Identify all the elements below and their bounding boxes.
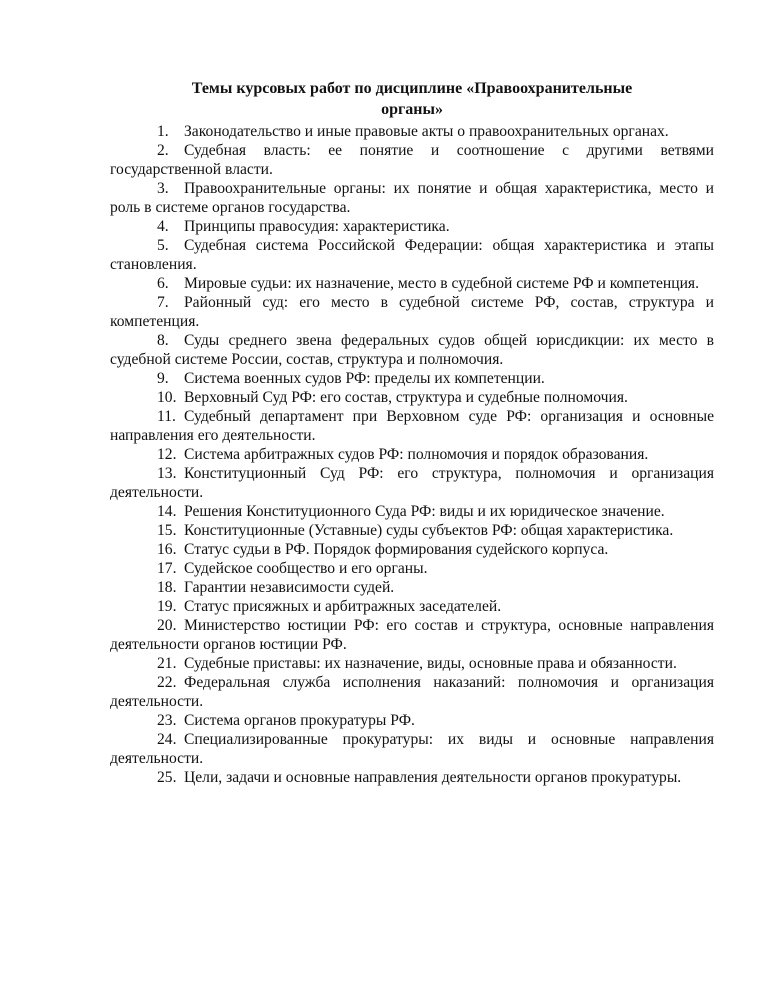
list-item-number: 21. [157, 655, 177, 672]
list-item-text: Верховный Суд РФ: его состав, структура и судебные полномочия. [184, 389, 628, 406]
list-item-number: 5. [157, 237, 169, 254]
list-item-text: Судебная власть: ее понятие и соотношение с другими ветвями государственной власти. [110, 142, 714, 178]
list-item-number: 6. [157, 275, 169, 292]
list-item [110, 559, 714, 578]
list-item-number: 18. [157, 579, 177, 596]
list-item-text: Система военных судов РФ: пределы их компетенции. [184, 370, 545, 387]
list-item [110, 407, 714, 445]
list-item-text: Правоохранительные органы: их понятие и общая характеристика, место и роль в системе органов государства. [110, 180, 714, 216]
list-item-number: 22. [157, 674, 177, 691]
list-item-number: 12. [157, 446, 177, 463]
topics-list [110, 122, 714, 787]
list-item-number: 8. [157, 332, 169, 349]
list-item [110, 388, 714, 407]
list-item-number: 24. [157, 731, 177, 748]
list-item-number: 9. [157, 370, 169, 387]
list-item-number: 25. [157, 769, 177, 786]
list-item-text: Федеральная служба исполнения наказаний: полномочия и организация деятельности. [110, 674, 714, 710]
list-item-number: 17. [157, 560, 177, 577]
list-item-text: Решения Конституционного Суда РФ: виды и их юридическое значение. [184, 503, 665, 520]
list-item-number: 10. [157, 389, 177, 406]
list-item-text: Принципы правосудия: характеристика. [184, 218, 450, 235]
list-item-text: Конституционные (Уставные) суды субъектов РФ: общая характеристика. [184, 522, 674, 539]
list-item-number: 2. [157, 142, 169, 159]
list-item [110, 711, 714, 730]
list-item-text: Конституционный Суд РФ: его структура, полномочия и организация деятельности. [110, 465, 714, 501]
list-item [110, 141, 714, 179]
list-item [110, 597, 714, 616]
list-item-number: 16. [157, 541, 177, 558]
list-item-text: Статус судьи в РФ. Порядок формирования судейского корпуса. [184, 541, 609, 558]
list-item-text: Гарантии независимости судей. [184, 579, 395, 596]
list-item-number: 1. [157, 123, 169, 140]
list-item [110, 122, 714, 141]
list-item-number: 23. [157, 712, 177, 729]
list-item-number: 11. [157, 408, 176, 425]
list-item-text: Система арбитражных судов РФ: полномочия и порядок образования. [184, 446, 649, 463]
list-item [110, 578, 714, 597]
list-item-text: Судебный департамент при Верховном суде РФ: организация и основные направления его деятельности. [110, 408, 714, 444]
list-item-text: Статус присяжных и арбитражных заседателей. [184, 598, 502, 615]
list-item-text: Цели, задачи и основные направления деятельности органов прокуратуры. [184, 769, 682, 786]
list-item [110, 179, 714, 217]
list-item-text: Система органов прокуратуры РФ. [184, 712, 415, 729]
list-item-number: 4. [157, 218, 169, 235]
list-item [110, 331, 714, 369]
list-item-text: Законодательство и иные правовые акты о правоохранительных органах. [184, 123, 669, 140]
list-item-number: 13. [157, 465, 177, 482]
document-title-line-2: органы» [381, 101, 443, 118]
list-item [110, 236, 714, 274]
list-item-number: 3. [157, 180, 169, 197]
list-item [110, 654, 714, 673]
list-item [110, 540, 714, 559]
document-title [110, 78, 714, 120]
list-item-number: 14. [157, 503, 177, 520]
list-item [110, 369, 714, 388]
document-title-line-1: Темы курсовых работ по дисциплине «Правоохранительные [191, 80, 633, 97]
list-item-number: 19. [157, 598, 177, 615]
list-item-text: Районный суд: его место в судебной системе РФ, состав, структура и компетенция. [110, 294, 714, 330]
list-item [110, 217, 714, 236]
list-item [110, 673, 714, 711]
list-item [110, 445, 714, 464]
list-item [110, 616, 714, 654]
list-item [110, 464, 714, 502]
list-item [110, 293, 714, 331]
list-item-number: 7. [157, 294, 169, 311]
list-item [110, 521, 714, 540]
list-item-number: 20. [157, 617, 177, 634]
list-item-text: Судейское сообщество и его органы. [184, 560, 428, 577]
list-item [110, 502, 714, 521]
list-item-text: Суды среднего звена федеральных судов общей юрисдикции: их место в судебной системе России, состав, структура и полномочия. [110, 332, 714, 368]
list-item-text: Судебные приставы: их назначение, виды, основные права и обязанности. [184, 655, 677, 672]
list-item-text: Специализированные прокуратуры: их виды и основные направления деятельности. [110, 731, 714, 767]
list-item-text: Министерство юстиции РФ: его состав и структура, основные направления деятельности органов юстиции РФ. [110, 617, 714, 653]
document-page [110, 78, 714, 787]
list-item [110, 768, 714, 787]
list-item [110, 274, 714, 293]
list-item-text: Мировые судьи: их назначение, место в судебной системе РФ и компетенция. [184, 275, 700, 292]
list-item [110, 730, 714, 768]
list-item-number: 15. [157, 522, 177, 539]
list-item-text: Судебная система Российской Федерации: общая характеристика и этапы становления. [110, 237, 714, 273]
